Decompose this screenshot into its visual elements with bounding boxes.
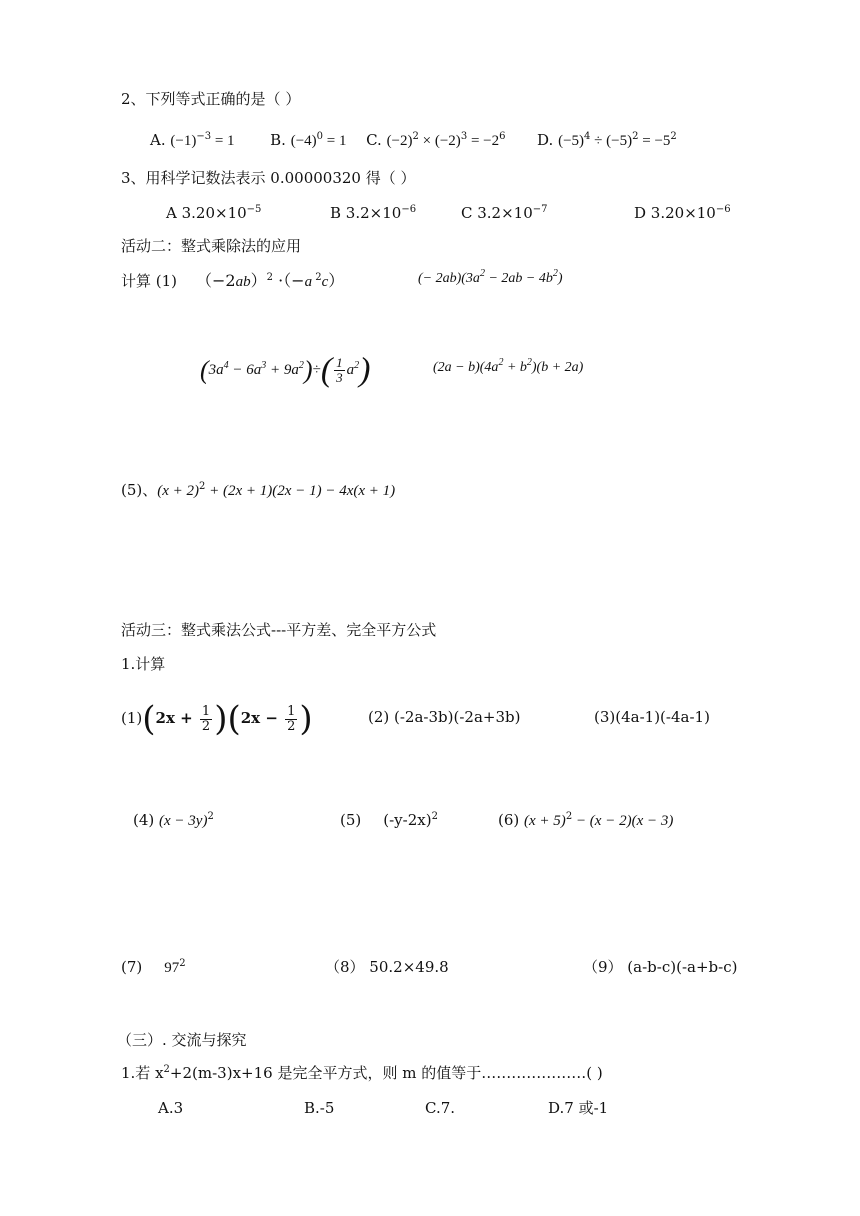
expr-1: $(-2ab)^2 \cdot(-a$ $^2$c） — [196, 271, 345, 290]
expr-2: (− $2ab)(3a^2 - 2ab - 4b^2)$ — [418, 268, 563, 286]
problem-7: (7) $97^2$ — [121, 958, 186, 976]
section3-heading: （三）. 交流与探究 — [117, 1031, 247, 1049]
q2-stem: 2、下列等式正确的是（ ） — [121, 90, 301, 108]
q3-option-c: C $3.2\times 10^{-7}$ — [461, 204, 548, 222]
fraction-one-third: $\frac{1}{3}$ — [336, 355, 343, 386]
problem-9: （9） (a-b-c)(-a+b-c) — [583, 958, 738, 976]
problem-5: (5) $(-y-2x)^2$ — [340, 811, 438, 829]
section3-option-b: B.-5 — [304, 1099, 335, 1117]
activity3-sub: 1.计算 — [121, 655, 166, 673]
q3-option-a: A $3.20\times 10^{-5}$ — [166, 204, 262, 222]
section3-option-a: A.3 — [158, 1099, 184, 1117]
problem-2: (2) (-2a-3b)(-2a+3b) — [368, 708, 521, 726]
problem-4: (4) $(x - 3y)^2$ — [133, 811, 214, 829]
problem-6: (6) $(x + 5)^2 - (x - 2)(x - 3)$ — [498, 811, 674, 829]
q3-option-d: D $3.20\times 10^{-6}$ — [634, 204, 731, 222]
section3-option-d: D.7 或-1 — [548, 1099, 609, 1117]
q3-stem: 3、用科学记数法表示 0.00000320 得（ ） — [121, 169, 416, 187]
problem-3: (3)(4a-1)(-4a-1) — [594, 708, 710, 726]
q2-option-a: A. $(-1)^{-3} = 1$ — [150, 131, 235, 149]
problem-1: (1)(2x + $\frac{1}{2}$ )(2x − $\frac{1}{2}$ ) — [121, 699, 313, 739]
q2-option-b: B. $(-4)^0 = 1$ — [270, 131, 347, 149]
problem-8: （8） 50.2×49.8 — [325, 958, 449, 976]
q2-option-c: C. $(-2)^2 \times (-2)^3 = -2^6$ — [366, 131, 506, 149]
expr-5: (5)、$(x + 2)^2 + (2x + 1)(2x - 1) - 4x(x + 1)$ — [121, 481, 396, 499]
calc-label: 计算 (1) — [121, 272, 178, 290]
section3-q1: 1.若 $x^2+2(m-3)x+16$ 是完全平方式，则 m 的值等于…………………( ) — [121, 1064, 603, 1082]
expr-3: $(3a^4 - 6a^3 + 9a^2)\div$( $\frac{1}{3}$ $a^2$) — [200, 351, 371, 389]
activity2-heading: 活动二：整式乘除法的应用 — [121, 237, 302, 255]
expr-4: $(2a - b)(4a^2 + b^2)(b + 2a)$ — [433, 357, 584, 375]
activity3-heading: 活动三：整式乘法公式---平方差、完全平方公式 — [121, 621, 437, 639]
q2-options — [150, 130, 677, 151]
section3-option-c: C.7. — [425, 1099, 456, 1117]
q3-option-b: B $3.2\times 10^{-6}$ — [330, 204, 417, 222]
q2-option-d: D. $(-5)^4 \div (-5)^2 = -5^2$ — [537, 131, 677, 149]
